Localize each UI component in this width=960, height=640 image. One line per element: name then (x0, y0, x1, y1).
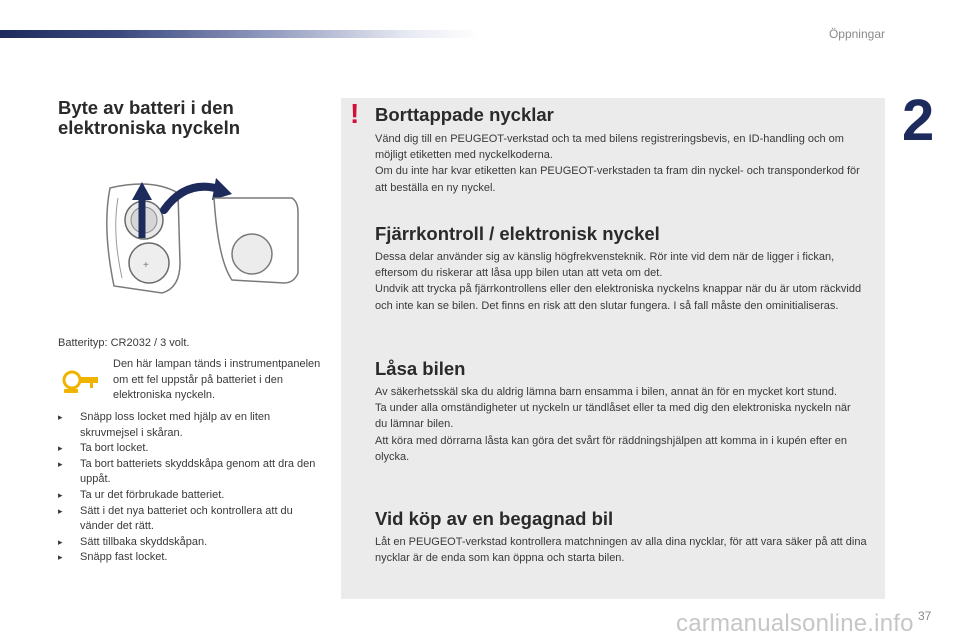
bullet-icon: ▸ (58, 412, 63, 422)
step-text: Ta bort locket. (80, 442, 149, 455)
watermark: carmanualsonline.info (676, 610, 914, 637)
bullet-icon: ▸ (58, 489, 63, 500)
bullet-icon: ▸ (58, 458, 63, 469)
paragraph: Av säkerhetsskäl ska du aldrig lämna barn ensamma i bilen, annat än för en mycket kort stund. (375, 386, 838, 398)
lost-keys-body (375, 131, 875, 196)
remote-body (375, 249, 875, 314)
paragraph: Dessa delar använder sig av känslig högfrekvensteknik. Rör inte vid dem när de ligger i fickan, eftersom du riskerar att låsa upp bilen utan att veta om det. (375, 251, 835, 280)
step-text: Sätt i det nya batteriet och kontrollera att du vänder det rätt. (80, 504, 293, 533)
header-gradient-bar (0, 30, 480, 38)
list-item (58, 535, 328, 551)
svg-text:+: + (143, 260, 149, 271)
chapter-label: Öppningar (828, 27, 885, 41)
lost-keys-title: Borttappade nycklar (375, 104, 554, 125)
step-text: Sätt tillbaka skyddskåpan. (80, 535, 208, 548)
step-text: Snäpp loss locket med hjälp av en liten skruvmejsel i skåran. (80, 411, 271, 439)
list-item (58, 410, 328, 441)
step-text: Snäpp fast locket. (80, 551, 168, 564)
list-item (58, 550, 328, 566)
bullet-icon: ▸ (58, 505, 63, 516)
used-car-title: Vid köp av en begagnad bil (375, 508, 614, 529)
list-item (58, 441, 328, 457)
paragraph: Undvik att trycka på fjärrkontrollens eller den elektroniska nyckelns knappar när du är utom räckvidd och inte kan se bilen. Det finns en risk att den slutar fungera. I så fall måste den ominitialiseras. (375, 283, 862, 312)
battery-steps-list (58, 410, 328, 566)
lock-car-body (375, 384, 865, 465)
paragraph: Om du inte har kvar etiketten kan PEUGEOT-verkstaden ta fram din nyckel- och transponderkod för att beställa en ny nyckel. (375, 165, 860, 194)
key-battery-illustration-icon (92, 168, 307, 298)
paragraph: Att köra med dörrarna låsta kan göra det svårt för räddningshjälpen att komma in i kupén efter en olycka. (375, 434, 848, 463)
step-text: Ta bort batteriets skyddskåpa genom att dra den uppåt. (80, 457, 316, 486)
bullet-icon: ▸ (58, 552, 63, 563)
list-item (58, 457, 328, 488)
warning-exclamation-icon: ! (350, 98, 360, 129)
key-battery-warning-icon (62, 366, 100, 394)
remote-title: Fjärrkontroll / elektronisk nyckel (375, 223, 660, 244)
list-item (58, 488, 328, 504)
list-item (58, 504, 328, 535)
chapter-number: 2 (902, 88, 935, 153)
paragraph: Vänd dig till en PEUGEOT-verkstad och ta med bilens registreringsbevis, en ID-handling och om möjligt etiketten med nyckelkoderna. (375, 133, 844, 162)
bullet-icon: ▸ (58, 536, 63, 547)
lamp-note-text: Den här lampan tänds i instrumentpanelen om ett fel uppstår på batteriet i den elektroniska nyckeln. (113, 358, 321, 401)
paragraph: Ta under alla omständigheter ut nyckeln ur tändlåset eller ta med dig den elektroniska nyckeln när du lämnar bilen. (375, 402, 851, 431)
used-car-body (375, 534, 875, 566)
paragraph: Låt en PEUGEOT-verkstad kontrollera matchningen av alla dina nycklar, för att vara säker på att dina nycklar är de enda som kan öppna och starta bilen. (375, 536, 867, 565)
battery-section-title: Byte av batteri i den elektroniska nyckeln (58, 97, 241, 138)
page-number: 37 (918, 609, 932, 623)
battery-type-text: Batterityp: CR2032 / 3 volt. (58, 337, 190, 349)
bullet-icon: ▸ (58, 443, 63, 454)
lock-car-title: Låsa bilen (375, 358, 466, 379)
step-text: Ta ur det förbrukade batteriet. (80, 488, 225, 501)
